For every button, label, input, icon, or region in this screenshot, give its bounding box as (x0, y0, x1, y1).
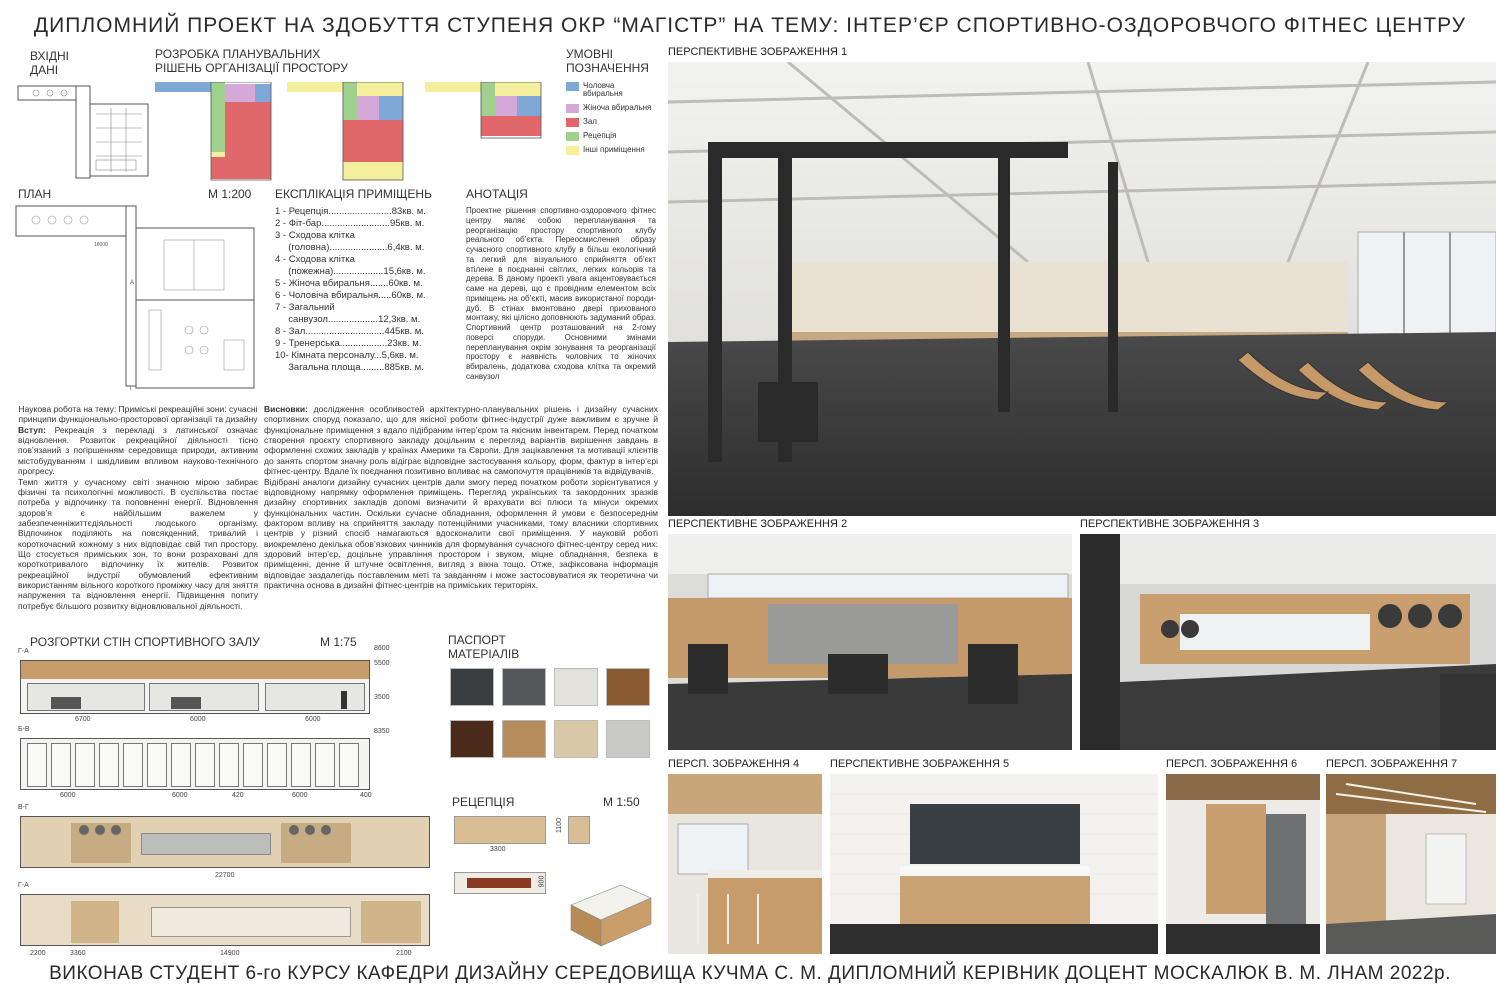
render-7-label: ПЕРСП. ЗОБРАЖЕННЯ 7 (1326, 758, 1458, 770)
glass-panel (99, 743, 119, 787)
explication-row: 5 - Жіноча вбиральня.......60кв. м. (275, 277, 423, 289)
glass-panel (267, 743, 287, 787)
research-block (18, 404, 258, 611)
legend-label: Рецепція (583, 131, 617, 141)
render-3 (1080, 518, 1496, 750)
explication-list (275, 206, 460, 374)
dim-r1-b: 6000 (190, 716, 206, 723)
explication-row: 7 - Загальний (275, 301, 335, 313)
elevation-g-a-2 (20, 894, 430, 946)
render-1 (668, 46, 1496, 516)
elevation-label-4: Г-А (18, 882, 29, 889)
reception-dim-1: 3300 (490, 846, 506, 853)
legend-title-line1: УМОВНІ (566, 47, 613, 61)
floor-plan (14, 200, 264, 400)
dim-r1-a: 6700 (75, 716, 91, 723)
height-1: 8600 (374, 645, 390, 652)
glass-panel (243, 743, 263, 787)
dim-r2-a: 6000 (60, 792, 76, 799)
svg-text:18000: 18000 (94, 242, 108, 248)
explication-row: 2 - Фіт-бар..........................95кв. м. (275, 217, 425, 229)
planning-line1: РОЗРОБКА ПЛАНУВАЛЬНИХ (155, 47, 321, 61)
svg-text:Г: Г (130, 386, 134, 392)
render-6-label: ПЕРСП. ЗОБРАЖЕННЯ 6 (1166, 758, 1298, 770)
plan-title: ПЛАН (18, 187, 52, 201)
conclusions-block (264, 404, 658, 590)
explication-row: 9 - Тренерська..................23кв. м. (275, 337, 422, 349)
conclusions-para2: Відібрані аналоги дизайну сучасних центрів дали змогу перед початком роботи зорієнтуватися у відповідному напрямку оформлення приміщень. Перегляд українських та закордонних зразків дизайну спортивних закладів допомі визначити й врахувати всі плюси та мінуси окремих функціональних частин. Оскільки сучасне обладнання, оформлення й умови є безпосереднім фактором впливу на сприйняття закладу потенційними учасниками, тому власники спортивних центрів у різний спосіб намагаються вдосконалити свої приміщення. У науковій роботі виокремлено декілька обов’язкових чинників для формування сучасного фітнес-центру серед них: здоровий інтер’єр, доцільне управління простором і звуком, міцне обладнання, безпека в приміщенні, денне й штучне освітлення, вигляд з вікна тощо. Отже, зафіксована інформація відповідає заздалегідь поставленим меті та завданням і може застосовуватися як теоретична чи практична основа в дизайні фітнес-центрів на приміських територіях. (264, 476, 658, 591)
legend (566, 48, 664, 160)
glass-panel (171, 743, 191, 787)
legend-item (566, 146, 664, 155)
render-4-label: ПЕРСП. ЗОБРАЖЕННЯ 4 (668, 758, 800, 770)
legend-swatch (566, 104, 579, 113)
legend-label: Зал (583, 117, 597, 127)
elevation-label-1: Г-А (18, 648, 29, 655)
annotation-text: Проектне рішення спортивно-оздоровчого фітнес центру являє собою перепланування та реорганізацію простору спортивного клубу реального об’єкта. Переосмислення образу сучасного спортивного клубу в більш екологічний та легкий для візуального сприйняття об’єкт втілене в поєднанні світлих, легких кольорів та дерева. В даному проекті увага акцентовувається саме на дереві, що є провідним елементом всіх приміщень на об’єкті, масив використаної породи-дуб. В стінах вмонтовано двері прихованого монтажу, які цілісно доповнюють задуманий образ. Спортивний центр розташований на 2-гому поверсі споруди. Основними змінами перепланування окрім зонування та реорганізації простору є наявність чоловічих то жіночих вбиралень, додаткова сходова клітка та окремий санвузол (466, 206, 656, 381)
explication-row: 8 - Зал..............................445кв. м. (275, 325, 424, 337)
legend-swatch (566, 118, 579, 127)
height-3: 3500 (374, 694, 390, 701)
legend-item (566, 118, 664, 127)
explication-row: 3 - Сходова клітка (275, 229, 355, 241)
material-swatch (502, 668, 546, 706)
reception-plan (454, 816, 546, 844)
dim-r4-d: 2100 (396, 950, 412, 957)
height-2: 5500 (374, 660, 390, 667)
render-5-label: ПЕРСПЕКТИВНЕ ЗОБРАЖЕННЯ 5 (830, 758, 1010, 770)
explication-row: 10- Кімната персоналу...5,6кв. м. (275, 349, 419, 361)
explication-row: 4 - Сходова клітка (275, 253, 355, 265)
elevation-b-v (20, 738, 370, 790)
render-5 (830, 758, 1158, 954)
material-swatch (450, 720, 494, 758)
glass-panel (123, 743, 143, 787)
dim-r4-c: 14900 (220, 950, 240, 957)
intro-text: Рекреація з перекладі з латинської означає відновлення. Розвиток рекреаційної діяльності тісно пов’язаний з погіршенням середовища природи, активним містобудуванням і шкідливим впливом науково-технічного прогресу. (18, 424, 258, 477)
material-swatch (502, 720, 546, 758)
annotation-title: АНОТАЦІЯ (466, 187, 528, 201)
input-data-plan (16, 84, 152, 180)
dim-r2-d: 6000 (292, 792, 308, 799)
glass-panel (147, 743, 167, 787)
zoning-diagram-3 (425, 82, 543, 142)
input-data-line1: ВХІДНІ (30, 49, 69, 63)
elevations-scale: М 1:75 (320, 635, 357, 649)
explication-row: санвузол...................12,3кв. м. (275, 313, 421, 325)
glass-panel (339, 743, 359, 787)
elevation-label-2: Б-В (18, 726, 30, 733)
legend-label: Чоловча вбиральня (583, 80, 623, 99)
material-swatches (450, 668, 650, 768)
explication-row: 1 - Рецепція........................83кв. м. (275, 206, 426, 217)
explication-row: (головна)......................6,4кв. м. (275, 241, 425, 253)
reception-front (454, 872, 546, 894)
glass-panel (27, 743, 47, 787)
materials-title-line2: МАТЕРІАЛІВ (448, 646, 520, 661)
zoning-diagram-2 (287, 82, 405, 182)
material-swatch (450, 668, 494, 706)
glass-panel (195, 743, 215, 787)
glass-panel (75, 743, 95, 787)
plan-scale: М 1:200 (208, 187, 252, 201)
reception-dim-2: 1100 (556, 817, 564, 834)
dim-r2-e: 400 (360, 792, 372, 799)
dim-r3: 22700 (215, 872, 235, 879)
legend-swatch (566, 132, 579, 141)
render-1-label: ПЕРСПЕКТИВНЕ ЗОБРАЖЕННЯ 1 (668, 46, 848, 58)
conclusions-label: Висновки: (264, 404, 308, 414)
legend-items (566, 82, 664, 156)
elevation-g-a-1 (20, 660, 370, 714)
materials-title (448, 634, 519, 662)
material-swatch (554, 720, 598, 758)
poster-title: ДИПЛОМНИЙ ПРОЕКТ НА ЗДОБУТТЯ СТУПЕНЯ ОКР “МАГІСТР” НА ТЕМУ: ІНТЕР’ЄР СПОРТИВНО-ОЗДОРОВЧОГО ФІТНЕС ЦЕНТРУ (33, 14, 1467, 37)
height-4: 8350 (374, 728, 390, 735)
dim-r2-c: 420 (232, 792, 244, 799)
render-2 (668, 518, 1072, 750)
materials-title-line1: ПАСПОРТ (448, 633, 506, 647)
legend-swatch (566, 82, 579, 91)
explication-row: Загальна площа.........885кв. м. (275, 361, 424, 373)
legend-label: Жіноча вбиральня (583, 103, 652, 113)
zoning-diagram-1 (155, 82, 273, 182)
render-6 (1166, 758, 1320, 954)
legend-item (566, 82, 664, 100)
planning-line2: РІШЕНЬ ОРГАНІЗАЦІЇ ПРОСТОРУ (155, 60, 348, 75)
dim-r4-b: 3360 (70, 950, 86, 957)
legend-item (566, 104, 664, 113)
legend-swatch (566, 146, 579, 155)
reception-3d (566, 880, 656, 950)
render-2-label: ПЕРСПЕКТИВНЕ ЗОБРАЖЕННЯ 2 (668, 518, 848, 530)
glass-panel (315, 743, 335, 787)
legend-item (566, 132, 664, 141)
explication-row: (пожежна)...................15,6кв. м. (275, 265, 426, 277)
render-3-label: ПЕРСПЕКТИВНЕ ЗОБРАЖЕННЯ 3 (1080, 518, 1260, 530)
legend-title (566, 48, 664, 76)
intro-label: Вступ: (18, 424, 46, 435)
explication-row: 6 - Чоловіча вбиральня.....60кв. м. (275, 289, 426, 301)
elevation-v-g (20, 816, 430, 868)
glass-panel (51, 743, 71, 787)
legend-title-line2: ПОЗНАЧЕННЯ (566, 60, 649, 75)
elevation-label-3: В-Г (18, 804, 29, 811)
poster-footer: ВИКОНАВ СТУДЕНТ 6-го КУРСУ КАФЕДРИ ДИЗАЙНУ СЕРЕДОВИЩА КУЧМА С. М. ДИПЛОМНИЙ КЕРІВНИК ДОЦЕНТ МОСКАЛЮК В. М. ЛНАМ 2022р. (49, 963, 1451, 984)
research-topic: Наукова робота на тему: Приміські рекреаційні зони: сучасні принципи функціонально-просторової організації та дизайну (18, 404, 258, 425)
glass-panel (219, 743, 239, 787)
conclusions-para1 (264, 404, 658, 477)
render-7 (1326, 758, 1496, 954)
research-intro (18, 425, 258, 477)
planning-heading (155, 48, 348, 76)
input-data-heading (30, 50, 69, 78)
render-4 (668, 758, 822, 954)
reception-dim-3: 900 (538, 875, 546, 888)
reception-scale: М 1:50 (603, 795, 640, 809)
research-para2: Темп життя у сучасному світі значною мірою забирає фізичні та психологічні можливості. В суспільства постає потреба у відпочинку та поповненні енергії. Відновлення здоров’я є найбільшим важелем у забезпеченніжиттєдіяльності людського організму. Відпочинок поділяють на повсякденний, тривалий і короткочасний кожному з них відповідає свій тип простору. Що стосується приміських зон, то вони розраховані для короткотривалого відпочинку їх жителів. Розвиток рекреаційної індустрії обумовлений ефективним використанням вільного короткого проміжку часу для зняття напруження та відновлення енергії. Підвищення попиту потребує більшого розвитку відновлювальної діяльності. (18, 476, 258, 611)
material-swatch (554, 668, 598, 706)
dim-r1-c: 6000 (305, 716, 321, 723)
glass-panel (291, 743, 311, 787)
conclusions-text: дослідження особливостей архітектурно-планувальних рішень і дизайну сучасних спортивних споруд показало, що для якісної роботи фітнес-індустрії дуже важливим є зручне й функціональне приміщення з вдало підібраним інтер’єром та якісним інвентарем. Перед початком створення проєкту спортивного закладу доцільним є перегляд варіантів вирішення завдань в оформленні схожих закладів у країнах Америки та Європи. Для зацікавлення та мотивації клієнтів до занять спортом значну роль відіграє відповідне застосування кольору, форм, фактур в інтер’єрі фітнес-центру. Вдале їх поєднання позитивно впливає на самопочуття працівників та відвідувачів. (264, 404, 658, 477)
dim-r4-a: 2200 (30, 950, 46, 957)
dim-r2-b: 6000 (172, 792, 188, 799)
svg-text:А: А (130, 280, 135, 286)
material-swatch (606, 668, 650, 706)
reception-side (568, 816, 590, 844)
explication-title: ЕКСПЛІКАЦІЯ ПРИМІЩЕНЬ (275, 187, 432, 201)
legend-label: Інші приміщення (583, 145, 645, 155)
reception-title: РЕЦЕПЦІЯ (452, 795, 515, 809)
input-data-line2: ДАНІ (30, 62, 59, 77)
elevations-title: РОЗГОРТКИ СТІН СПОРТИВНОГО ЗАЛУ (30, 635, 260, 649)
material-swatch (606, 720, 650, 758)
